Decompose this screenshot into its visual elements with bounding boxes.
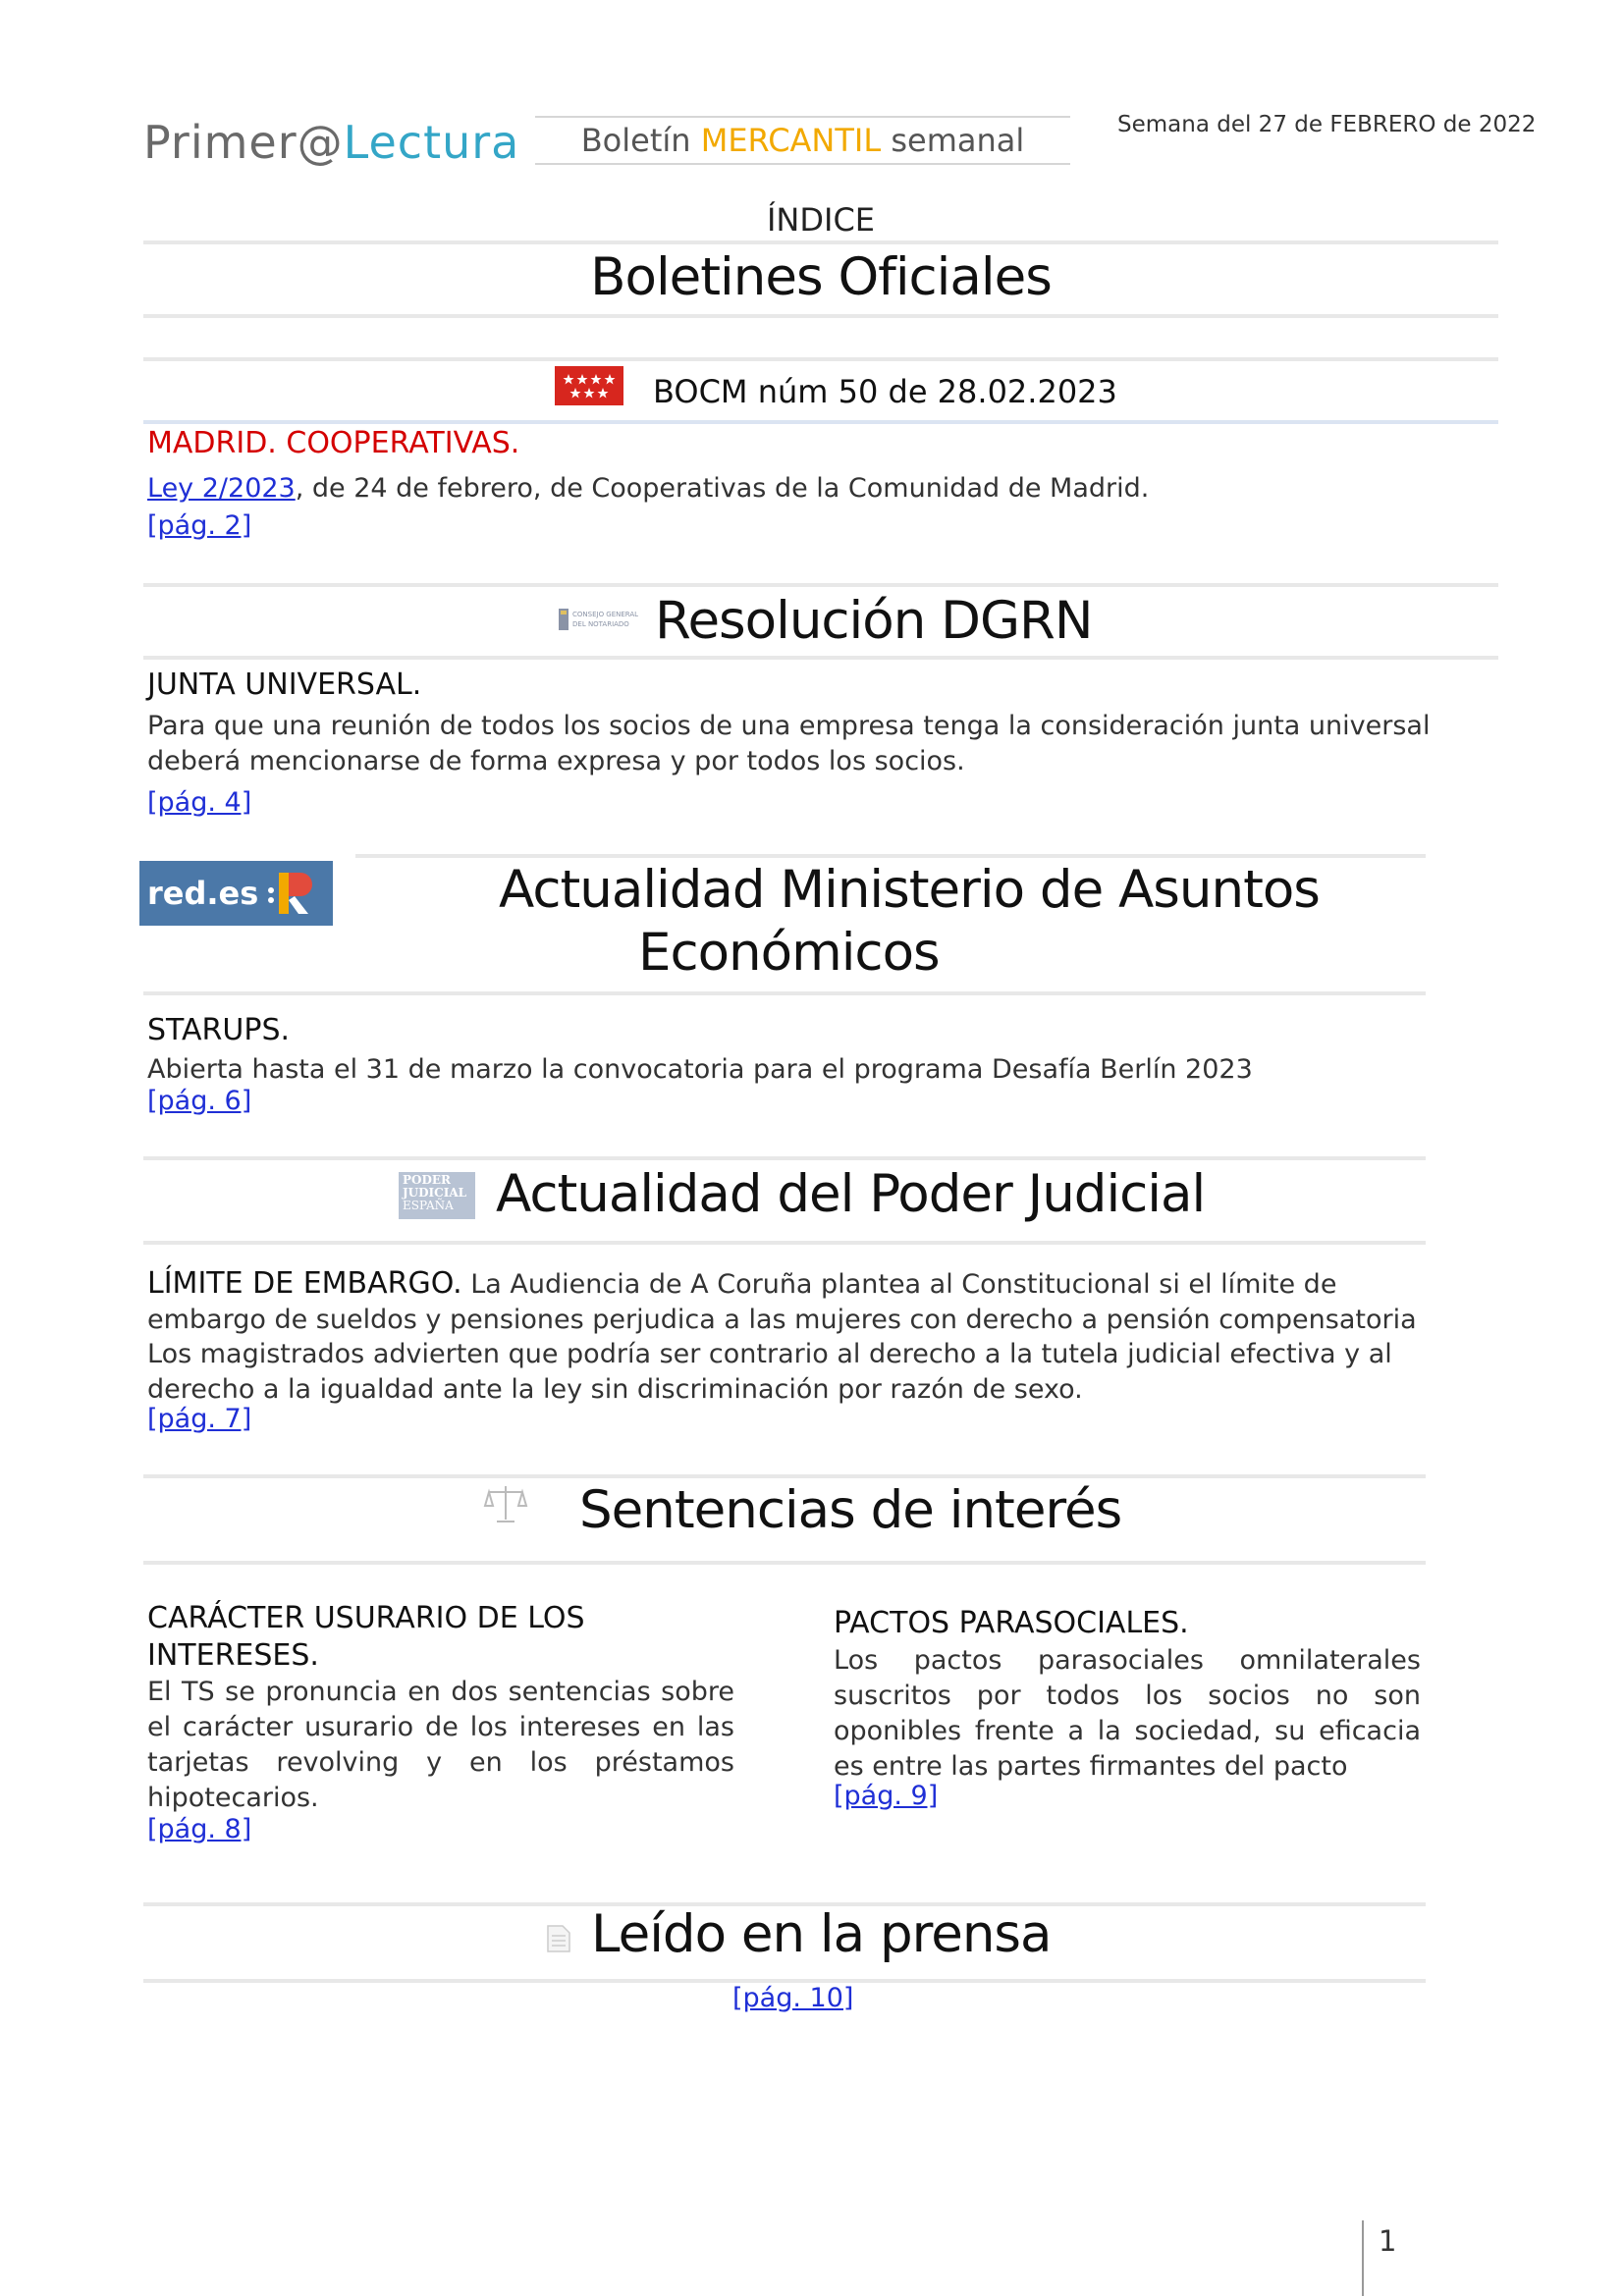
divider xyxy=(143,1474,1426,1478)
brand-logo xyxy=(143,116,519,169)
item-heading-usurario: CARÁCTER USURARIO DE LOS INTERESES. xyxy=(147,1601,585,1673)
page-ref-8[interactable]: [pág. 8] xyxy=(147,1814,252,1844)
item-text-embargo-2: Los magistrados advierten que podría ser contrario al derecho a la tutela judicial efectiva y al derecho a la igualdad ante la ley sin discriminación por razón de sexo. xyxy=(147,1339,1392,1405)
bulletin-suffix: semanal xyxy=(881,122,1025,159)
poder-judicial-logo-icon: PODER JUDICIAL ESPAÑA xyxy=(399,1172,475,1219)
divider xyxy=(143,1561,1426,1565)
divider xyxy=(143,656,1498,660)
page-ref-9[interactable]: [pág. 9] xyxy=(834,1781,939,1811)
page-ref-6[interactable]: [pág. 6] xyxy=(147,1086,252,1116)
section-title-judicial: Actualidad del Poder Judicial xyxy=(496,1164,1206,1224)
section-title-ministerio-line2: Económicos xyxy=(638,923,940,983)
page-ref-7[interactable]: [pág. 7] xyxy=(147,1404,252,1434)
divider xyxy=(143,357,1498,361)
document-icon xyxy=(546,1924,571,1953)
bulletin-highlight: MERCANTIL xyxy=(700,122,882,159)
index-label: ÍNDICE xyxy=(766,201,875,239)
divider xyxy=(143,1241,1426,1245)
divider xyxy=(143,583,1498,587)
bocm-title: BOCM núm 50 de 28.02.2023 xyxy=(653,373,1117,410)
notariado-logo-icon xyxy=(557,603,655,642)
item-text-embargo-1: La Audiencia de A Coruña plantea al Constitucional si el límite de embargo de sueldos y pensiones perjudica a las mujeres con derecho a pensión compensatoria xyxy=(147,1269,1417,1335)
page-ref-4[interactable]: [pág. 4] xyxy=(147,787,252,818)
svg-text:DEL NOTARIADO: DEL NOTARIADO xyxy=(572,620,629,628)
item-text-junta: Para que una reunión de todos los socios de una empresa tenga la consideración junta universal deberá mencionarse de forma expresa y por todos los socios. xyxy=(147,711,1431,776)
brand-part2: Lectura xyxy=(343,116,520,169)
brand-part1: Primer@ xyxy=(143,116,344,169)
page-number: 1 xyxy=(1379,2224,1397,2258)
divider xyxy=(143,240,1498,244)
page-number-divider xyxy=(1362,2220,1364,2296)
madrid-flag-icon xyxy=(555,366,623,405)
section-title-ministerio-line1: Actualidad Ministerio de Asuntos xyxy=(499,860,1320,920)
divider xyxy=(355,854,1426,858)
item-heading-pactos: PACTOS PARASOCIALES. xyxy=(834,1606,1189,1640)
item-text-pactos: Los pactos parasociales omnilaterales suscritos por todos los socios no son oponibles frente a la sociedad, su eficacia es entre las partes firmantes del pacto xyxy=(834,1645,1421,1782)
item-text-usurario: El TS se pronuncia en dos sentencias sobre el carácter usurario de los intereses en las tarjetas revolving y en los préstamos hipotecarios. xyxy=(147,1677,734,1813)
bulletin-title xyxy=(535,116,1070,165)
red-es-logo-icon: red.es xyxy=(139,861,333,926)
section-title-prensa: Leído en la prensa xyxy=(591,1904,1052,1964)
ley-link[interactable]: Ley 2/2023 xyxy=(147,473,296,504)
divider xyxy=(143,991,1426,995)
section-title-dgrn: Resolución DGRN xyxy=(655,591,1093,651)
page-ref-10[interactable]: [pág. 10] xyxy=(732,1983,854,2013)
item-embargo xyxy=(147,1266,1424,1338)
item-text-cooperativas xyxy=(147,471,1149,507)
item-heading-embargo: LÍMITE DE EMBARGO. xyxy=(147,1266,462,1301)
divider xyxy=(143,314,1498,318)
item-text-starups: Abierta hasta el 31 de marzo la convocatoria para el programa Desafía Berlín 2023 xyxy=(147,1054,1253,1085)
svg-text:CONSEJO GENERAL: CONSEJO GENERAL xyxy=(572,611,639,618)
scales-icon xyxy=(483,1482,528,1527)
divider xyxy=(143,1156,1426,1160)
ley-description: , de 24 de febrero, de Cooperativas de la Comunidad de Madrid. xyxy=(295,473,1150,504)
item-heading-cooperativas: MADRID. COOPERATIVAS. xyxy=(147,426,520,460)
section-title-sentencias: Sentencias de interés xyxy=(579,1480,1122,1540)
item-heading-junta: JUNTA UNIVERSAL. xyxy=(147,667,422,702)
bulletin-prefix: Boletín xyxy=(580,122,701,159)
page-ref-2[interactable]: [pág. 2] xyxy=(147,510,252,541)
week-label: Semana del 27 de FEBRERO de 2022 xyxy=(1117,112,1537,137)
item-heading-starups: STARUPS. xyxy=(147,1013,291,1047)
section-title-boletines: Boletines Oficiales xyxy=(590,247,1052,307)
divider xyxy=(143,420,1498,424)
